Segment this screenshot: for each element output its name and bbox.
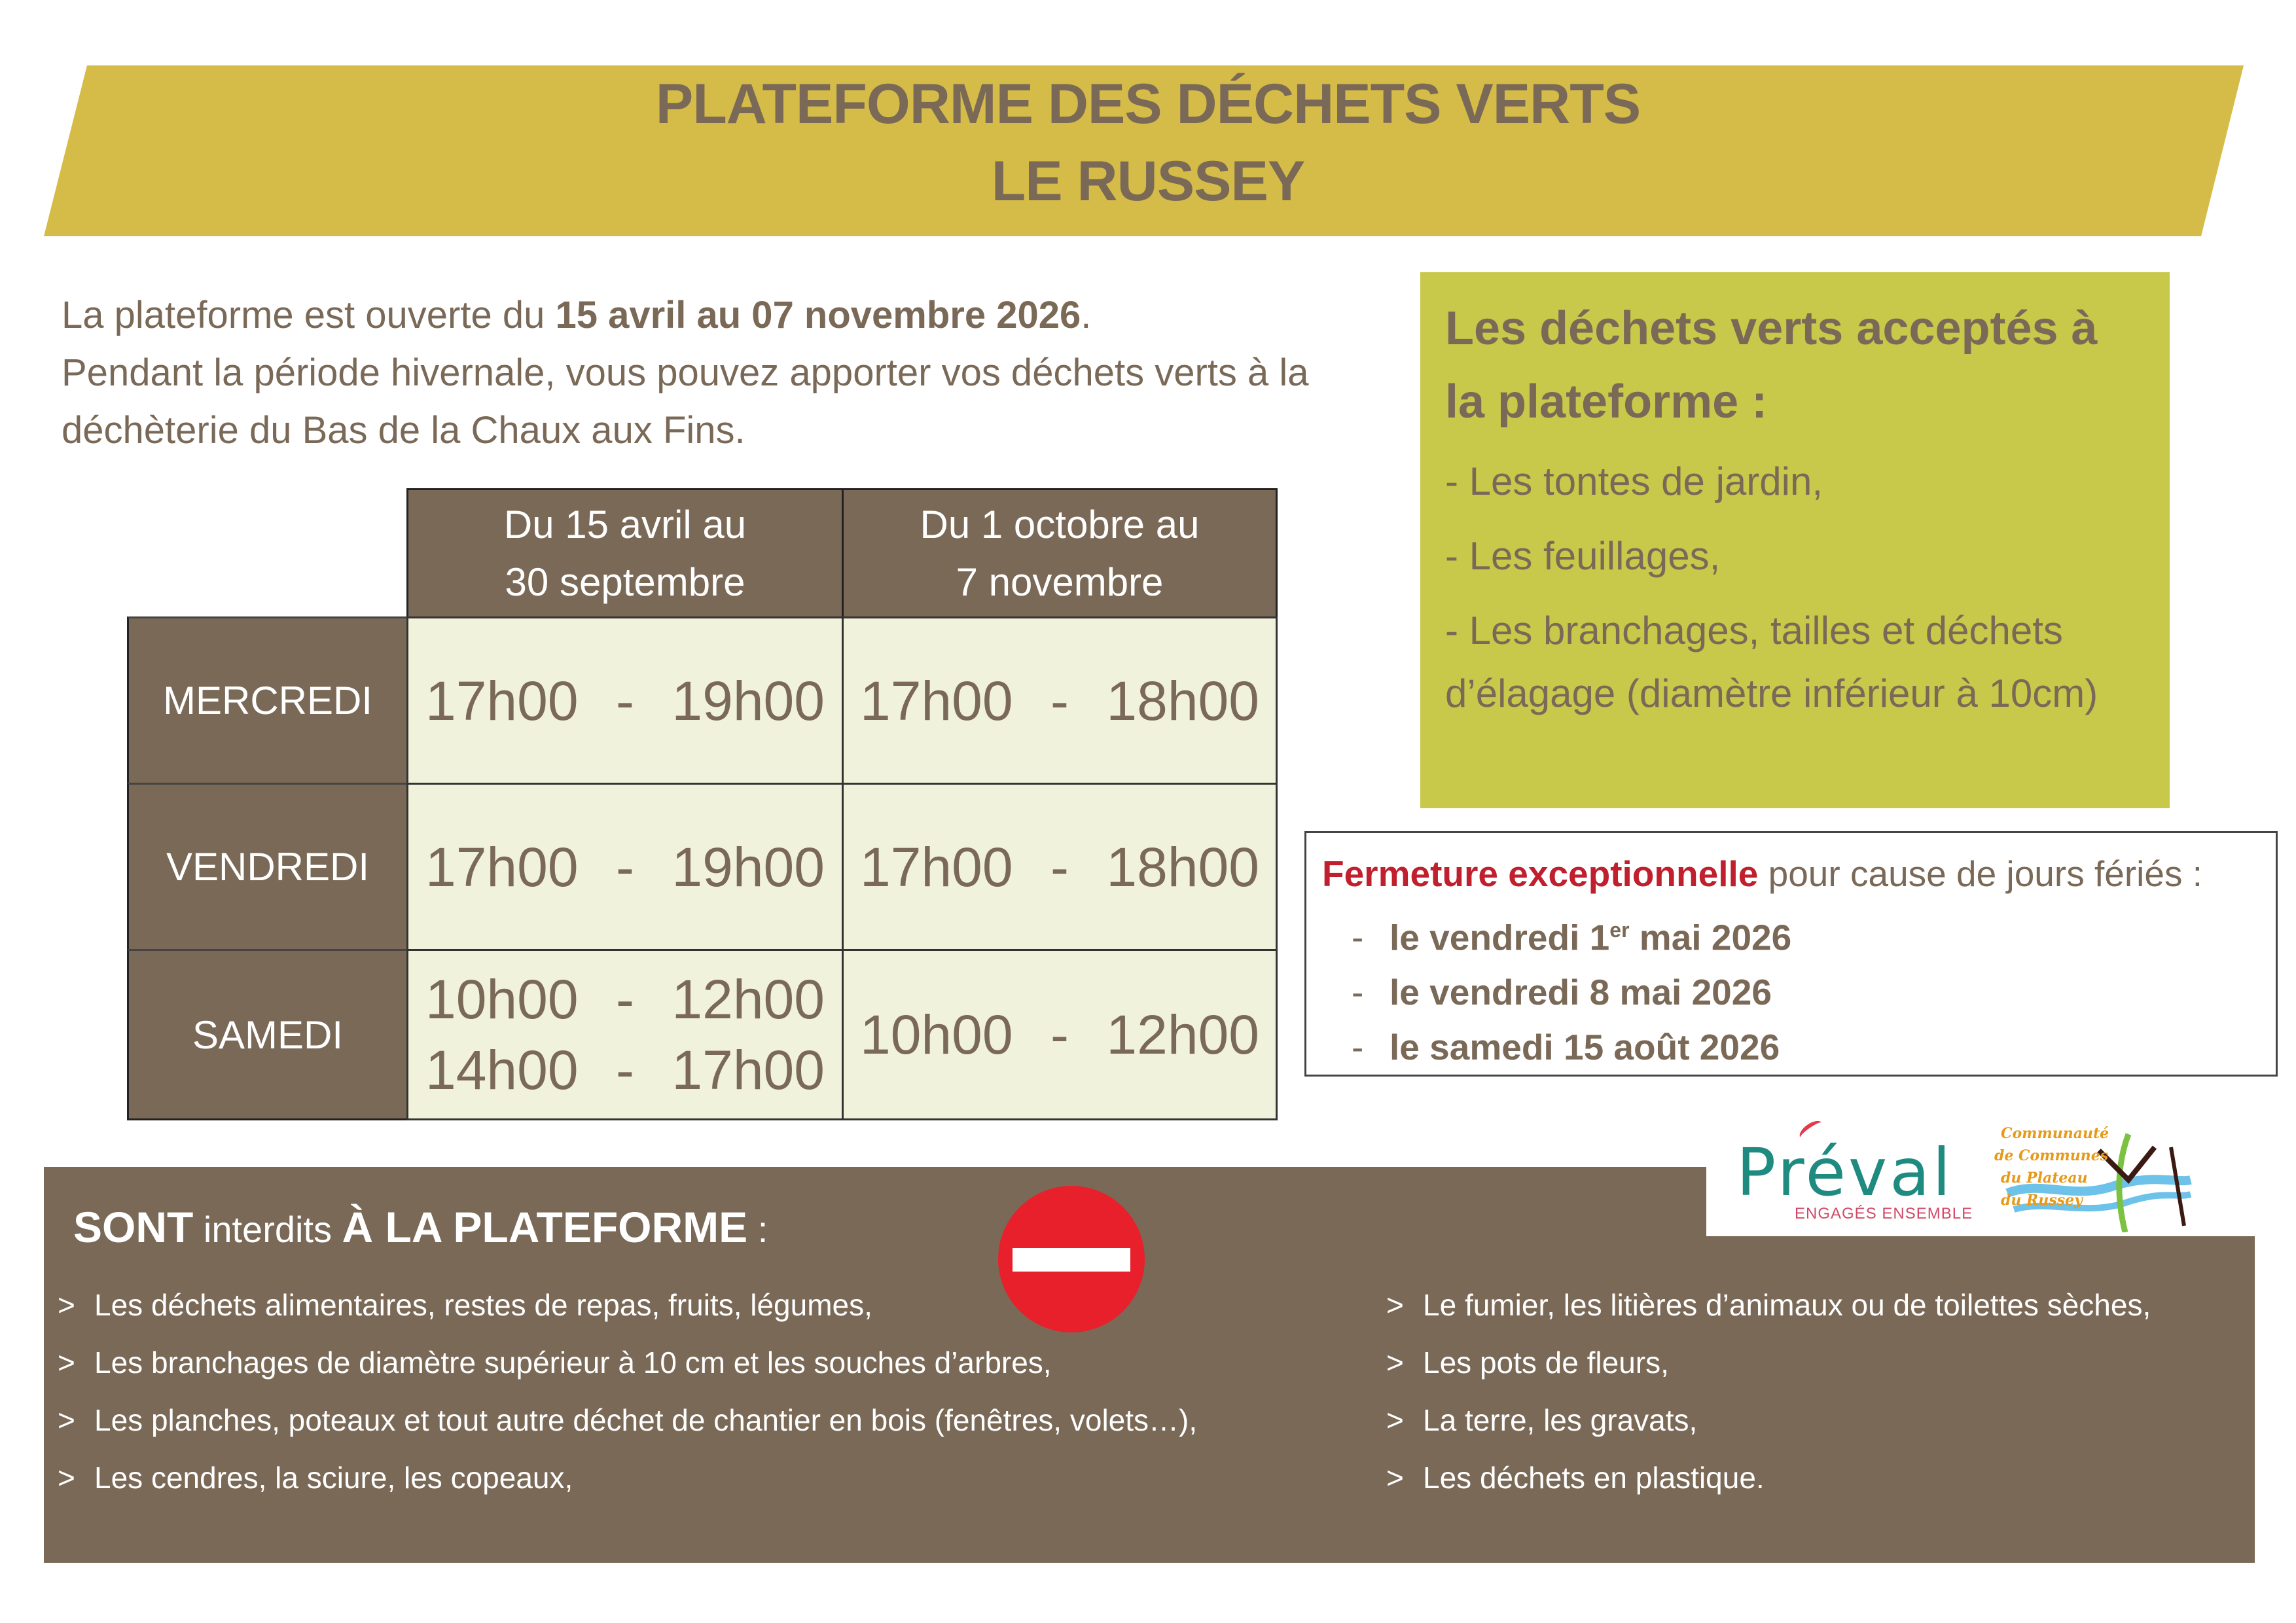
- preval-logo: Préval: [1736, 1134, 1954, 1211]
- forbidden-list-left: [58, 1276, 1197, 1507]
- forbidden-title: SONT interdits À LA PLATEFORME :: [73, 1203, 768, 1251]
- forbidden-item: > Les déchets alimentaires, restes de repas, fruits, légumes,: [58, 1276, 1197, 1334]
- title-line-2: LE RUSSEY: [991, 150, 1305, 213]
- row-header-mercredi: MERCREDI: [127, 616, 408, 785]
- time-cell-mercredi-autumn: 17h00 - 18h00: [842, 616, 1278, 785]
- winter-note: Pendant la période hivernale, vous pouvez apporter vos déchets verts à la déchèterie du Bas de la Chaux aux Fins.: [62, 351, 1309, 452]
- time-cell-mercredi-summer: 17h00 - 19h00: [406, 616, 844, 785]
- chevron-right-icon: >: [1386, 1403, 1404, 1437]
- forbidden-list-right: [1386, 1276, 2151, 1507]
- forbidden-item: > Les branchages de diamètre supérieur à 10 cm et les souches d’arbres,: [58, 1334, 1197, 1391]
- forbidden-item: > Les pots de fleurs,: [1386, 1334, 2151, 1391]
- closure-date: - le vendredi 8 mai 2026: [1352, 972, 1772, 1013]
- schedule-table: [127, 488, 1278, 1120]
- column-header-autumn: Du 1 octobre au 7 novembre: [842, 488, 1278, 618]
- exceptional-closure-box: [1304, 831, 2278, 1077]
- accepted-title: Les déchets verts acceptés à la plateforme :: [1445, 302, 2098, 428]
- chevron-right-icon: >: [58, 1403, 75, 1437]
- forbidden-item: > La terre, les gravats,: [1386, 1391, 2151, 1449]
- time-cell-samedi-autumn: 10h00 - 12h00: [842, 949, 1278, 1120]
- chevron-right-icon: >: [1386, 1346, 1404, 1380]
- opening-dates: La plateforme est ouverte du 15 avril au 07 novembre 2026.: [62, 294, 1092, 336]
- chevron-right-icon: >: [1386, 1288, 1404, 1322]
- chevron-right-icon: >: [58, 1461, 75, 1495]
- chevron-right-icon: >: [1386, 1461, 1404, 1495]
- accepted-waste-box: [1420, 272, 2170, 808]
- partner-logos: [1706, 1116, 2255, 1236]
- row-header-samedi: SAMEDI: [127, 949, 408, 1120]
- forbidden-item: > Les déchets en plastique.: [1386, 1449, 2151, 1507]
- chevron-right-icon: >: [58, 1288, 75, 1322]
- preval-tagline: ENGAGÉS ENSEMBLE: [1795, 1205, 1973, 1222]
- title-line-1: PLATEFORME DES DÉCHETS VERTS: [655, 73, 1641, 135]
- forbidden-item: > Les planches, poteaux et tout autre déchet de chantier en bois (fenêtres, volets…),: [58, 1391, 1197, 1449]
- time-cell-samedi-summer: 10h00 - 12h00 14h00 - 17h00: [406, 949, 844, 1120]
- closure-date: - le vendredi 1er mai 2026: [1352, 917, 1792, 958]
- closure-heading: Fermeture exceptionnelle pour cause de jours fériés :: [1322, 853, 2203, 894]
- opening-period: 15 avril au 07 novembre 2026: [555, 294, 1081, 336]
- no-entry-bar: [1013, 1248, 1130, 1272]
- column-header-summer: Du 15 avril au 30 septembre: [406, 488, 844, 618]
- accepted-item: - Les branchages, tailles et déchets d’élagage (diamètre inférieur à 10cm): [1445, 609, 2098, 715]
- closure-date: - le samedi 15 août 2026: [1352, 1027, 1780, 1068]
- time-cell-vendredi-autumn: 17h00 - 18h00: [842, 783, 1278, 951]
- accepted-item: - Les tontes de jardin,: [1445, 459, 1823, 503]
- forbidden-item: > Le fumier, les litières d’animaux ou de toilettes sèches,: [1386, 1276, 2151, 1334]
- chevron-right-icon: >: [58, 1346, 75, 1380]
- row-header-vendredi: VENDREDI: [127, 783, 408, 951]
- ccpr-logo: Communauté de Communes du Plateau du Russey: [1994, 1121, 2217, 1232]
- accepted-item: - Les feuillages,: [1445, 534, 1721, 578]
- forbidden-item: > Les cendres, la sciure, les copeaux,: [58, 1449, 1197, 1507]
- page-title: [0, 65, 2296, 220]
- intro-paragraph: [62, 287, 1403, 459]
- time-cell-vendredi-summer: 17h00 - 19h00: [406, 783, 844, 951]
